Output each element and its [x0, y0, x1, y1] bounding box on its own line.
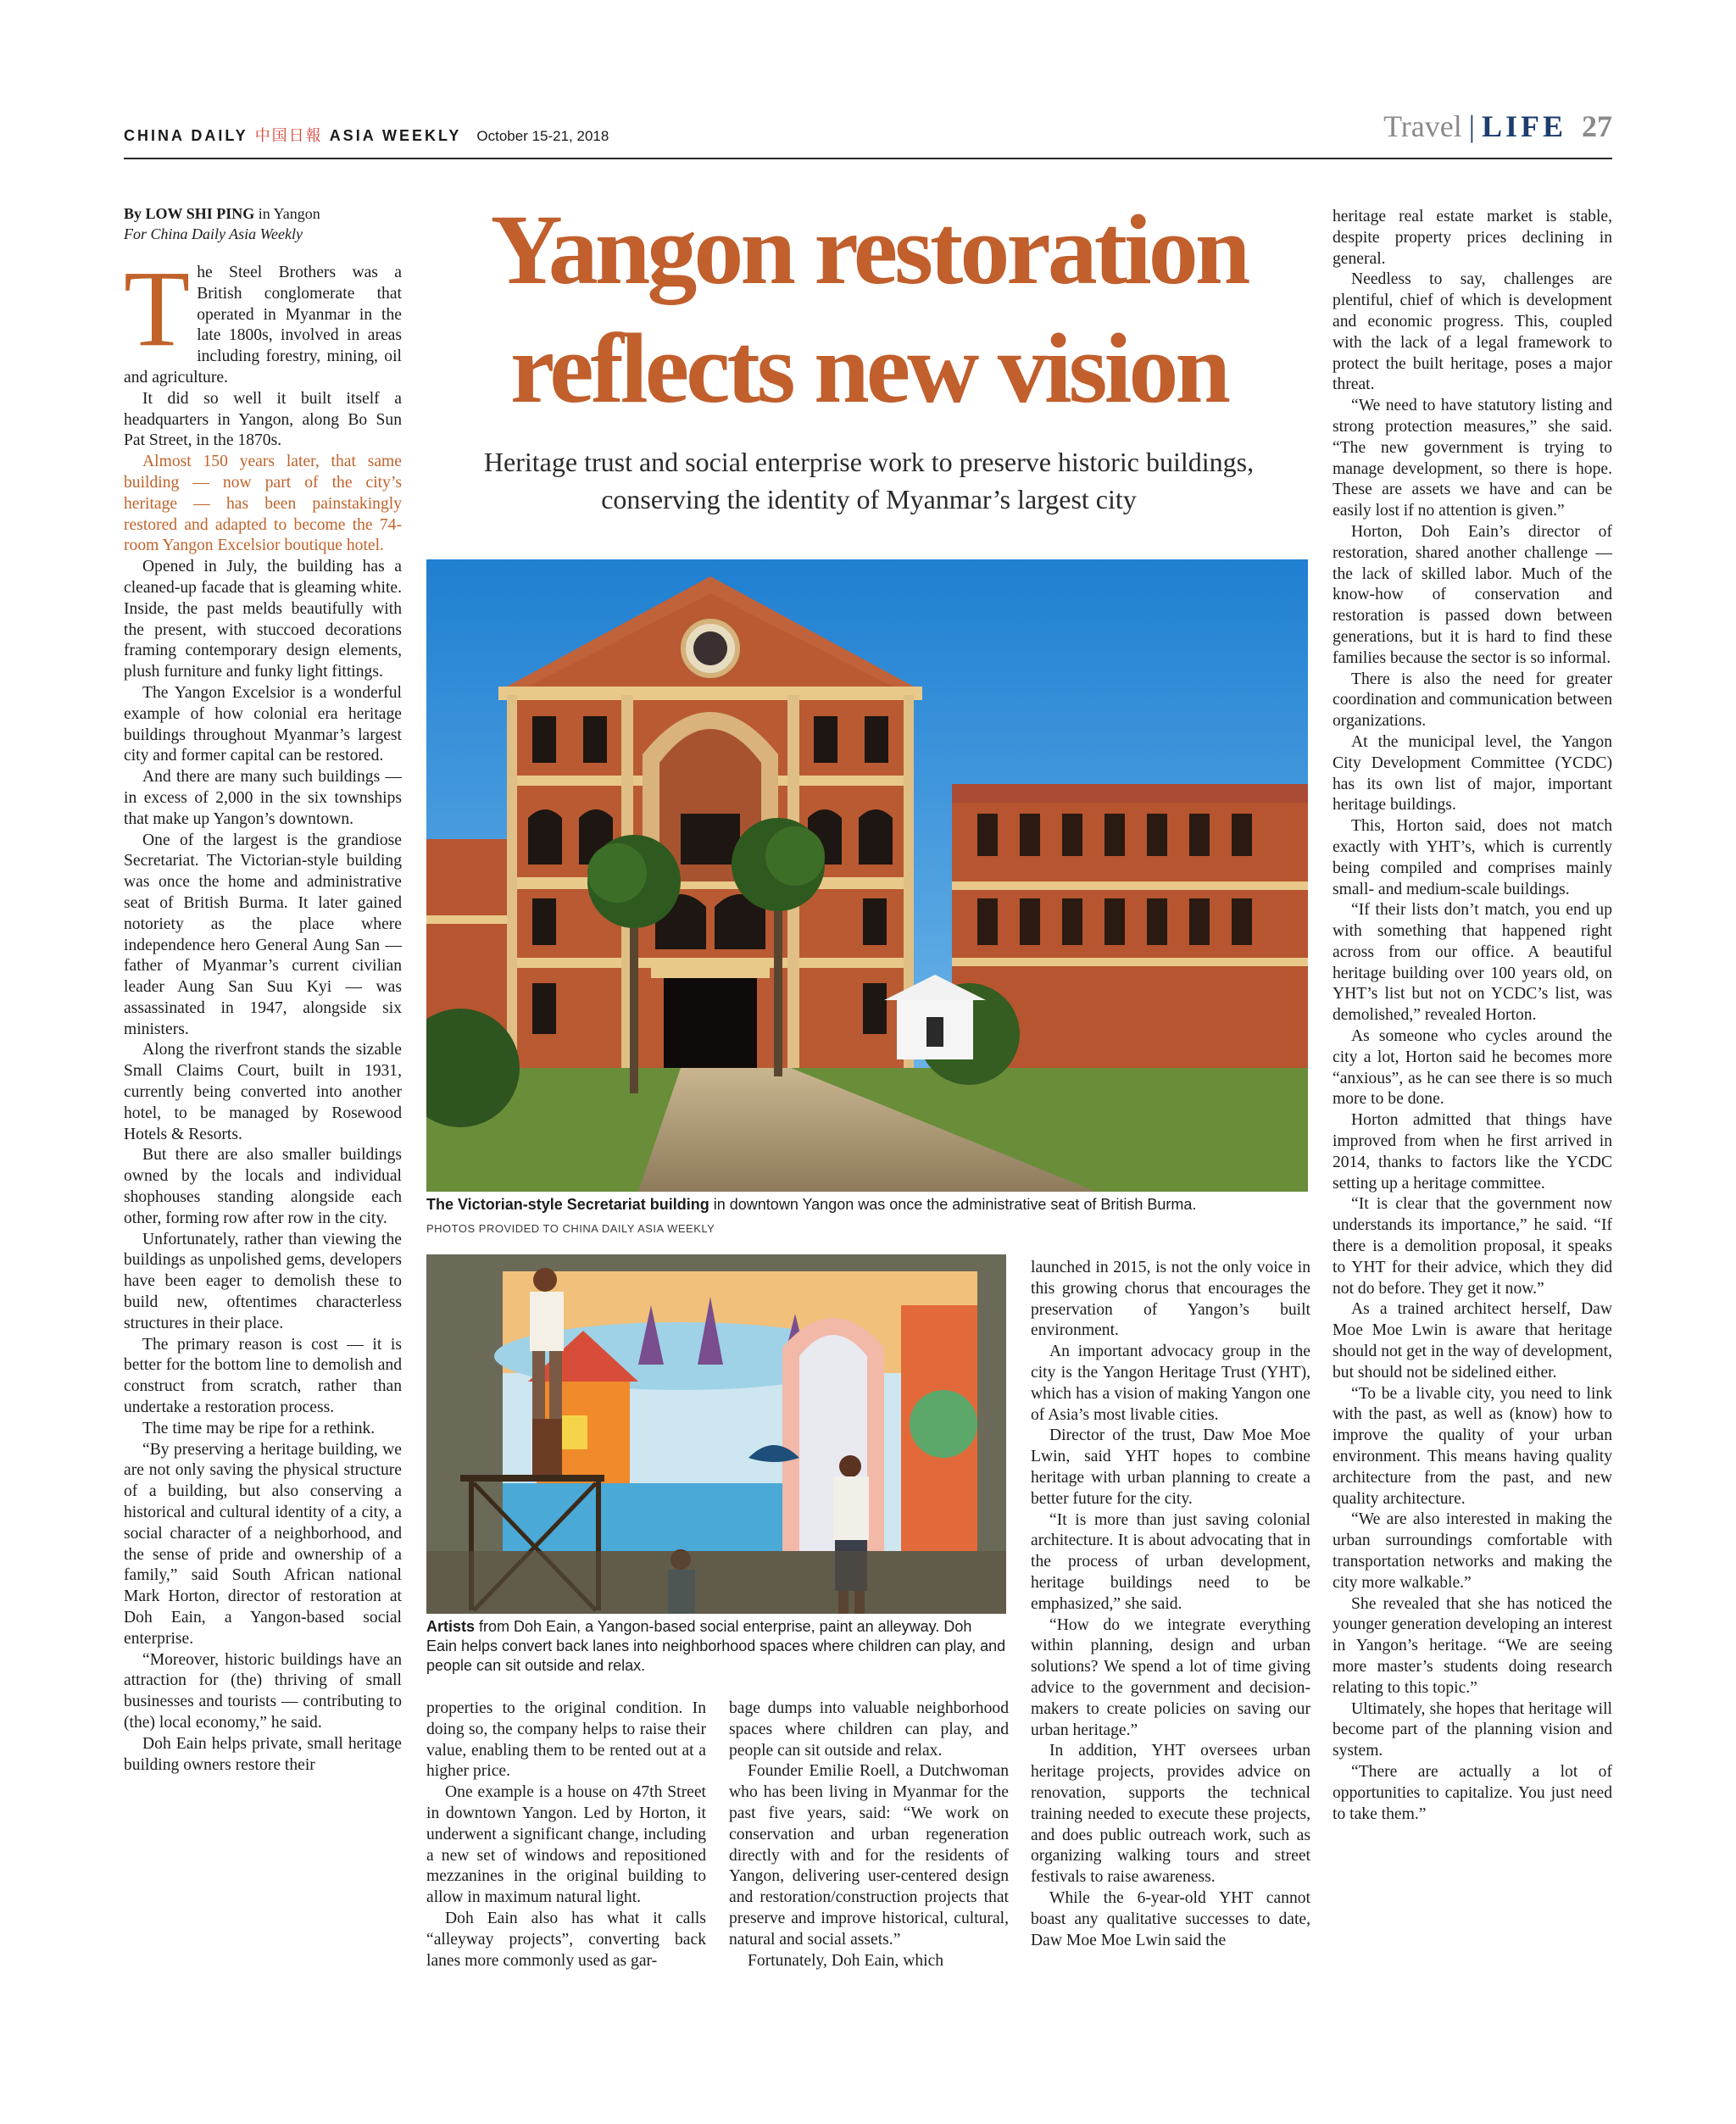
headline-line-1: Yangon restoration [490, 194, 1248, 305]
photo2-caption-text: from Doh Eain, a Yangon-based social enterprise, paint an alleyway. Doh Eain helps convert back lanes into neighborhood spaces where children can play, and people can sit outside and relax. [426, 1618, 1006, 1674]
section-header [1383, 108, 1612, 144]
paragraph: While the 6-year-old YHT cannot boast any qualitative successes to date, Daw Moe Moe Lwin said the [1031, 1888, 1310, 1949]
paragraph: There is also the need for greater coordination and communication between organizations. [1333, 670, 1612, 731]
alleyway-illustration [426, 1254, 1006, 1614]
lead-paragraph [124, 248, 402, 389]
photo1-caption-bold: The Victorian-style Secretariat building [426, 1196, 709, 1213]
paragraph: Ultimately, she hopes that heritage will become part of the planning vision and system. [1333, 1699, 1612, 1760]
section-travel: Travel [1383, 109, 1462, 143]
edition-name: ASIA WEEKLY [329, 127, 462, 144]
paragraph: As a trained architect herself, Daw Moe Moe Lwin is aware that heritage should not get in the way of development, but should not be sidelined either. [1333, 1300, 1612, 1382]
paragraph: In addition, YHT oversees urban heritage projects, provides advice on renovation, supports the technical training needed to execute these projects, and does public outreach work, such as organizing walking tours and street festivals to raise awareness. [1031, 1742, 1310, 1887]
paragraph: Fortunately, Doh Eain, which [748, 1951, 944, 1970]
byline [124, 203, 403, 244]
paragraph: Doh Eain helps private, small heritage building owners restore their [124, 1734, 402, 1774]
paragraph: Founder Emilie Roell, a Dutchwoman who has been living in Myanmar for the past five years, said: “We work on conservation and urban regeneration directly with and for the residents of Yangon, delivering user-centered design and restoration/construction projects that preserve and improve historical, cultural, natural and social assets.” [729, 1762, 1009, 1949]
subheadline-line-1: Heritage trust and social enterprise work to preserve historic buildings, [483, 447, 1255, 477]
article-column-2 [426, 1699, 706, 1971]
author-name: By LOW SHI PING [124, 205, 255, 222]
photo2-caption [426, 1617, 1006, 1676]
lead-paragraph-text: he Steel Brothers was a British conglomerate that operated in Myanmar in the late 1800s, involved in areas including forestry, mining, oil and agriculture. [124, 264, 402, 386]
secretariat-photo [426, 559, 1308, 1192]
paragraph: launched in 2015, is not the only voice in this growing chorus that encourages the preservation of Yangon’s built environment. [1031, 1259, 1310, 1340]
paragraph: “It is clear that the government now understands its importance,” he said. “If there is a demolition proposal, it speaks to YHT for their advice, which they did not do before. They get it now.” [1333, 1195, 1612, 1298]
paragraph: “By preserving a heritage building, we are not only saving the physical structure of a building, but also conserving a historical and cultural identity of a city, a social character of a neighborhood, and the sense of pride and ownership of a family,” said South African national Mark Horton, director of restoration at Doh Eain, a Yangon-based social enterprise. [124, 1440, 402, 1648]
photo-credit: PHOTOS PROVIDED TO CHINA DAILY ASIA WEEKLY [426, 1222, 715, 1235]
section-life: LIFE [1481, 109, 1566, 143]
page-number: 27 [1582, 109, 1612, 143]
secretariat-illustration [426, 559, 1308, 1192]
paragraph: Needless to say, challenges are plentiful, chief of which is development and economic progress. This, coupled with the lack of a legal framework to protect the built heritage, poses a major threat. [1333, 270, 1612, 394]
paragraph: One of the largest is the grandiose Secretariat. The Victorian-style building was once the home and administrative seat of British Burma. It later gained notoriety as the place where independence hero General Aung San — father of Myanmar’s current civilian leader Aung San Suu Kyi — was assassinated in 1947, alongside six ministers. [124, 831, 402, 1038]
author-location: in Yangon [258, 205, 320, 222]
header-rule [124, 158, 1612, 159]
paragraph: “It is more than just saving colonial architecture. It is about advocating that in the process of urban development, heritage buildings need to be emphasized,” she said. [1031, 1510, 1310, 1613]
paragraph: “There are actually a lot of opportunities to capitalize. You just need to take them.” [1333, 1762, 1612, 1823]
paragraph: This, Horton said, does not match exactly with YHT’s, which is currently being compiled and comprises mainly small- and medium-scale buildings. [1333, 817, 1612, 898]
subheadline-line-2: conserving the identity of Myanmar’s largest city [601, 484, 1137, 514]
alleyway-photo [426, 1254, 1006, 1614]
paragraph: bage dumps into valuable neighborhood spaces where children can play, and people can sit outside and relax. [729, 1699, 1009, 1760]
paragraph: The primary reason is cost — it is better for the bottom line to demolish and construct from scratch, rather than undertake a restoration process. [124, 1335, 402, 1417]
paragraph: Unfortunately, rather than viewing the buildings as unpolished gems, developers have been eager to demolish these to build new, oftentimes characterless structures in their place. [124, 1230, 402, 1332]
highlighted-paragraph: Almost 150 years later, that same building — now part of the city’s heritage — has been painstakingly restored and adapted to become the 74-room Yangon Excelsior boutique hotel. [124, 453, 402, 555]
paragraph: Horton admitted that things have improved from when he first arrived in 2014, thanks to factors like the YCDC setting up a heritage committee. [1333, 1111, 1612, 1193]
headline-line-2: reflects new vision [510, 313, 1227, 424]
article-column-4 [1031, 1258, 1310, 1951]
paragraph: “We need to have statutory listing and strong protection measures,” she said. “The new government is trying to manage development, so there is hope. These are assets we have and can be easily lost if no attention is given.” [1333, 397, 1612, 520]
paragraph: The Yangon Excelsior is a wonderful example of how colonial era heritage buildings throughout Myanmar’s largest city and former capital can be restored. [124, 683, 402, 765]
paragraph: As someone who cycles around the city a lot, Horton said he becomes more “anxious”, as he can see there is so much more to be done. [1333, 1027, 1612, 1109]
photo2-caption-bold: Artists [426, 1618, 476, 1635]
paragraph: One example is a house on 47th Street in downtown Yangon. Led by Horton, it underwent a significant change, including a new set of windows and repositioned mezzanines in the original building to allow in maximum natural light. [426, 1783, 706, 1907]
paragraph: “If their lists don’t match, you end up with something that happened right across from our office. A beautiful heritage building over 100 years old, on YHT’s list but not on YCDC’s list, was demolished,” revealed Horton. [1333, 901, 1612, 1025]
masthead-left [124, 124, 609, 146]
paragraph: She revealed that she has noticed the younger generation developing an interest in Yangon’s heritage. “We are seeing more master’s students doing research relating to this topic.” [1333, 1594, 1612, 1697]
article-column-5 [1333, 207, 1612, 1825]
drop-cap: T [124, 248, 191, 369]
photo1-caption [426, 1195, 1308, 1215]
paper-name-chinese: 中国日報 [254, 127, 323, 145]
paragraph: But there are also smaller buildings owned by the locals and individual shophouses standing alongside each other, forming row after row in the city. [124, 1146, 402, 1227]
subheadline [424, 443, 1314, 518]
paragraph: And there are many such buildings — in excess of 2,000 in the six townships that make up Yangon’s downtown. [124, 768, 402, 828]
article-column-3 [729, 1699, 1009, 1971]
paragraph: An important advocacy group in the city is the Yangon Heritage Trust (YHT), which has a vision of making Yangon one of Asia’s most livable cities. [1031, 1343, 1310, 1424]
paragraph: Horton, Doh Eain’s director of restoration, shared another challenge — the lack of skilled labor. Much of the know-how of conservation and restoration is passed down between generations, but it is hard to find these families because the sector is so informal. [1333, 522, 1612, 667]
photo1-caption-text: in downtown Yangon was once the administrative seat of British Burma. [709, 1196, 1197, 1213]
paragraph: properties to the original condition. In doing so, the company helps to raise their value, enabling them to be rented out at a higher price. [426, 1699, 706, 1781]
paragraph: At the municipal level, the Yangon City Development Committee (YCDC) has its own list of major, important heritage buildings. [1333, 732, 1612, 815]
paragraph: Opened in July, the building has a cleaned-up facade that is gleaming white. Inside, the past melds beautifully with the present, with stuccoed decorations framing contemporary design elements, plush furniture and funky light fittings. [124, 558, 402, 681]
headline [424, 191, 1314, 428]
article-column-1 [124, 248, 402, 1776]
paper-name: CHINA DAILY [124, 127, 248, 144]
paragraph: “To be a livable city, you need to link with the past, as well as (know) how to improve the quality of your urban environment. This means having quality architecture from the past, and new quality architecture. [1333, 1384, 1612, 1508]
paragraph: “How do we integrate everything within planning, design and urban solutions? We spend a lot of time giving advice to the government and decision-makers to create policies on saving our urban heritage.” [1031, 1615, 1310, 1739]
paragraph: “Moreover, historic buildings have an attraction for (the) thriving of small businesses and tourists — contributing to (the) local economy,” he said. [124, 1650, 402, 1732]
section-separator: | [1468, 109, 1475, 143]
paragraph: The time may be ripe for a rethink. [142, 1419, 376, 1437]
issue-date: October 15-21, 2018 [476, 128, 609, 144]
paragraph: Doh Eain also has what it calls “alleyway projects”, converting back lanes more commonly used as gar- [426, 1909, 706, 1970]
paragraph: “We are also interested in making the urban surroundings comfortable with transportation networks and making the city more walkable.” [1333, 1510, 1612, 1592]
paragraph: Director of the trust, Daw Moe Moe Lwin, said YHT hopes to combine heritage with urban planning to create a better future for the city. [1031, 1426, 1310, 1508]
author-affiliation: For China Daily Asia Weekly [124, 225, 303, 242]
paragraph: heritage real estate market is stable, despite property prices declining in general. [1333, 208, 1612, 268]
paragraph: Along the riverfront stands the sizable Small Claims Court, built in 1931, currently being converted into another hotel, to be managed by Rosewood Hotels & Resorts. [124, 1041, 402, 1143]
paragraph: It did so well it built itself a headquarters in Yangon, along Bo Sun Pat Street, in the 1870s. [124, 389, 402, 450]
